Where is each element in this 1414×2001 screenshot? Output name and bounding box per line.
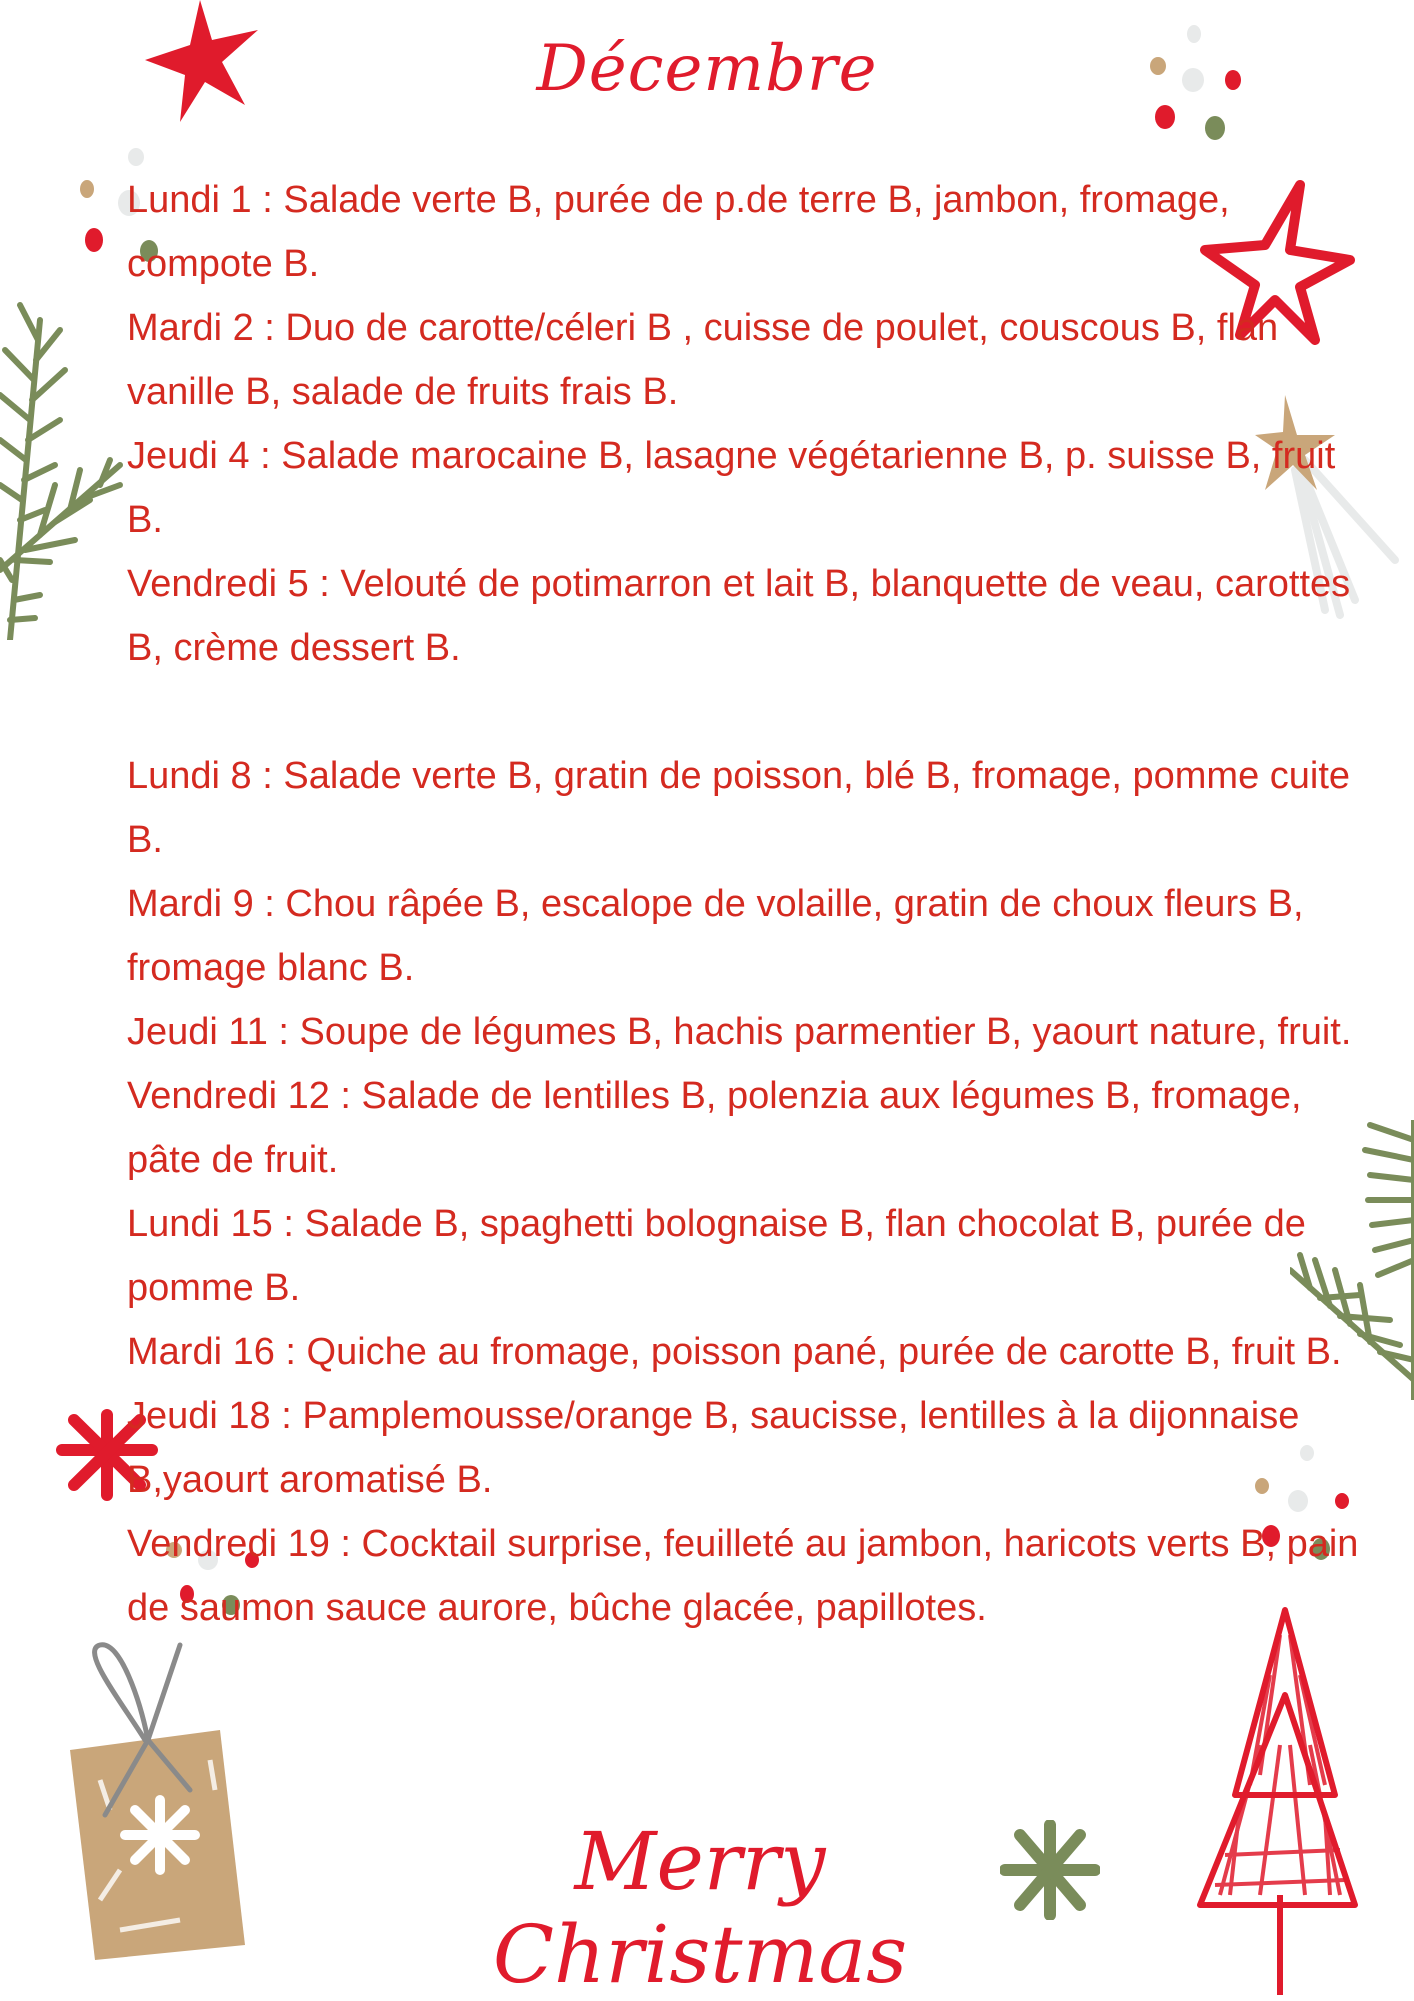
- confetti-dot: [1150, 57, 1166, 75]
- menu-entry: Vendredi 12 : Salade de lentilles B, polenzia aux légumes B, fromage, pâte de fruit.: [127, 1075, 1302, 1181]
- merry-christmas-greeting: Merry Christmas: [492, 1815, 908, 2001]
- menu-entry: Mardi 2 : Duo de carotte/céleri B , cuisse de poulet, couscous B, flan vanille B, salade de fruits frais B.: [127, 307, 1279, 413]
- menu-entry: Vendredi 19 : Cocktail surprise, feuilleté au jambon, haricots verts B, pain de saumon sauce aurore, bûche glacée, papillotes.: [127, 1523, 1359, 1629]
- menu-entry: Vendredi 5 : Velouté de potimarron et lait B, blanquette de veau, carottes B, crème dessert B.: [127, 563, 1351, 669]
- confetti-dot: [1205, 116, 1225, 140]
- menu-entry: Lundi 8 : Salade verte B, gratin de poisson, blé B, fromage, pomme cuite B.: [127, 755, 1351, 861]
- confetti-dot: [1155, 105, 1175, 129]
- menu-entry: Mardi 9 : Chou râpée B, escalope de volaille, gratin de choux fleurs B, fromage blanc B.: [127, 883, 1304, 989]
- pine-branch-icon: [0, 300, 140, 640]
- page-title: Décembre: [536, 32, 878, 106]
- confetti-dot: [1182, 68, 1204, 92]
- snowflake-icon: [1000, 1820, 1100, 1920]
- menu-entry: Lundi 1 : Salade verte B, purée de p.de terre B, jambon, fromage, compote B.: [127, 179, 1230, 285]
- confetti-dot: [128, 148, 144, 166]
- menu-entry: Jeudi 18 : Pamplemousse/orange B, saucisse, lentilles à la dijonnaise B,yaourt aromatisé B.: [127, 1395, 1300, 1501]
- menu-entry: Jeudi 4 : Salade marocaine B, lasagne végétarienne B, p. suisse B, fruit B.: [127, 435, 1336, 541]
- menu-entry: Lundi 15 : Salade B, spaghetti bolognaise B, flan chocolat B, purée de pomme B.: [127, 1203, 1306, 1309]
- christmas-tree-icon: [1140, 1605, 1360, 2000]
- confetti-dot: [85, 228, 103, 252]
- confetti-dot: [1225, 70, 1241, 90]
- confetti-dot: [80, 180, 94, 198]
- menu-entry: Mardi 16 : Quiche au fromage, poisson pané, purée de carotte B, fruit B.: [127, 1331, 1342, 1373]
- gift-tag-icon: [60, 1640, 260, 1970]
- confetti-dot: [1187, 25, 1201, 43]
- menu-entry: Jeudi 11 : Soupe de légumes B, hachis parmentier B, yaourt nature, fruit.: [127, 1011, 1352, 1053]
- menu-list: [127, 168, 1367, 1640]
- week-spacer: [127, 680, 1367, 744]
